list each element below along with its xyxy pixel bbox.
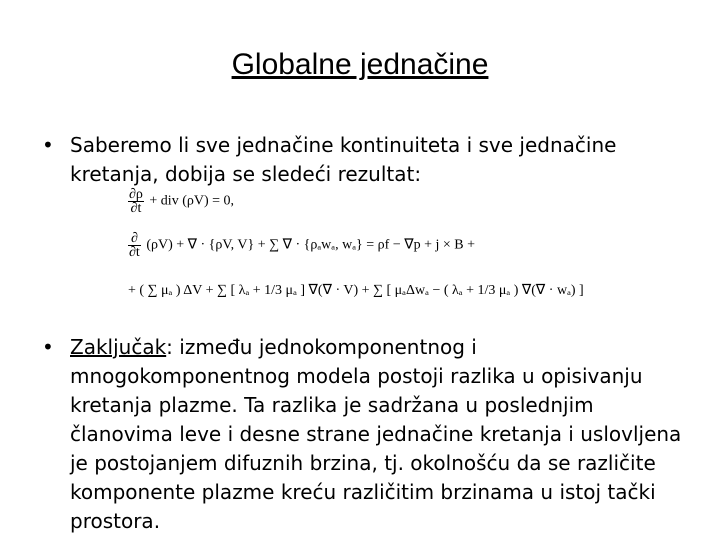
fraction-d-dt (128, 232, 141, 259)
bullet-marker: • (42, 335, 54, 359)
equation-continuity (128, 188, 234, 215)
equation-motion-left (128, 232, 475, 259)
equation-3-rest: + ( ∑ μₐ ) ΔV + ∑ [ λₐ + 1/3 μₐ ] ∇(∇ · V) + ∑ [ μₐΔwₐ − ( λₐ + 1/3 μₐ ) ∇(∇ · wₐ) ] (128, 283, 584, 298)
numerator: ∂ (128, 232, 141, 246)
equation-2-rest: (ρV) + ∇ · {ρV, V} + ∑ ∇ · {ρₐwₐ, wₐ} = ρf − ∇p + j × B + (146, 237, 475, 253)
numerator: ∂ρ (129, 187, 143, 202)
fraction-drho-dt (128, 188, 144, 215)
slide-title: Globalne jednačine (231, 48, 489, 81)
bullet-2-body: : između jednokomponentnog i mnogokomponentnog modela postoji razlika u opisivanju kretanja plazme. Ta razlika je sadržana u poslednjim članovima leve i desne strane jednačine kretanja i uslovljena je postojanjem difuznih brzina, tj. okolnošću da se različite komponente plazme kreću različitim brzinama u istoj tački prostora. (70, 335, 682, 533)
equation-motion-right (128, 282, 584, 299)
equation-1-rest: + div (ρV) = 0, (149, 193, 235, 209)
keyword-zakljucak: Zaključak (70, 335, 167, 359)
bullet-1-text: Saberemo li sve jednačine kontinuiteta i sve jednačine kretanja, dobija se sledeći rezultat: (70, 133, 617, 186)
bullet-point-1 (42, 131, 682, 189)
equations-block (124, 188, 644, 323)
bullet-marker: • (42, 133, 54, 157)
bullet-point-2 (42, 333, 682, 536)
denominator: ∂t (130, 201, 142, 216)
denominator: ∂t (129, 245, 140, 260)
bullet-2-text (70, 333, 682, 536)
